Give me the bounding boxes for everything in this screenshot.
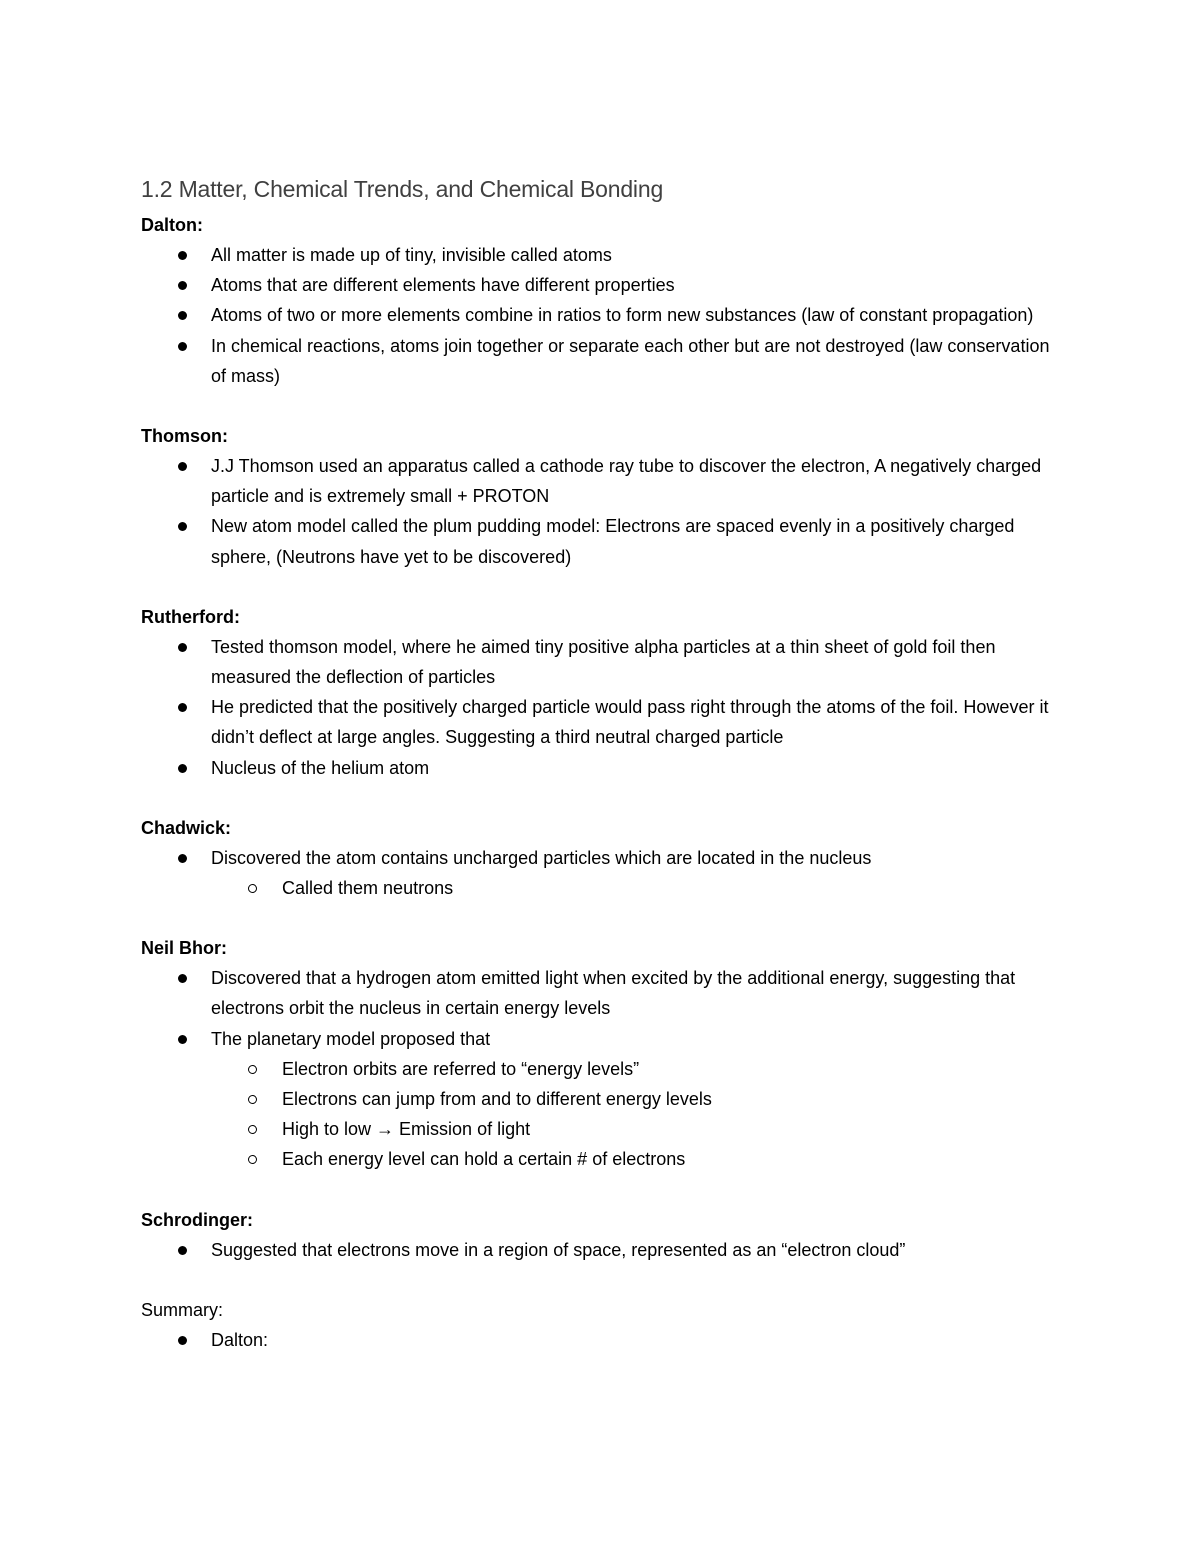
list-item: Discovered that a hydrogen atom emitted light when excited by the additional energy, suggesting that electrons orbit the nucleus in certain energy levels <box>141 963 1051 1023</box>
section-bhor <box>141 933 1080 1174</box>
bullet-icon <box>178 462 187 471</box>
list-item: J.J Thomson used an apparatus called a cathode ray tube to discover the electron, A negatively charged particle and is extremely small + PROTON <box>141 451 1051 511</box>
sub-list-item: Electrons can jump from and to different energy levels <box>141 1084 1051 1114</box>
bullet-icon <box>178 251 187 260</box>
bullet-list <box>141 1325 1080 1355</box>
bullet-icon <box>178 342 187 351</box>
bullet-list <box>141 1235 1080 1265</box>
list-item: In chemical reactions, atoms join together or separate each other but are not destroyed (law conservation of mass) <box>141 331 1051 391</box>
bullet-icon <box>178 974 187 983</box>
bullet-icon <box>178 1336 187 1345</box>
list-item: Tested thomson model, where he aimed tiny positive alpha particles at a thin sheet of gold foil then measured the deflection of particles <box>141 632 1051 692</box>
hollow-bullet-icon <box>248 1065 257 1074</box>
bullet-icon <box>178 311 187 320</box>
sub-list-item: Each energy level can hold a certain # of electrons <box>141 1144 1051 1174</box>
section-heading: Thomson: <box>141 426 228 447</box>
list-item: New atom model called the plum pudding model: Electrons are spaced evenly in a positively charged sphere, (Neutrons have yet to be discovered) <box>141 511 1051 571</box>
bullet-list <box>141 451 1080 572</box>
bullet-list <box>141 632 1080 783</box>
bullet-icon <box>178 643 187 652</box>
bullet-list <box>141 240 1080 391</box>
section-heading: Chadwick: <box>141 817 232 838</box>
bullet-list <box>141 963 1080 1174</box>
list-item: Discovered the atom contains uncharged particles which are located in the nucleus Called them neutrons <box>141 843 1051 903</box>
list-item: Nucleus of the helium atom <box>141 753 1051 783</box>
bullet-list <box>141 843 1080 903</box>
bullet-icon <box>178 854 187 863</box>
section-thomson <box>141 421 1080 572</box>
list-item: Suggested that electrons move in a region of space, represented as an “electron cloud” <box>141 1235 1051 1265</box>
sub-list-item: Called them neutrons <box>141 873 1051 903</box>
section-schrodinger <box>141 1205 1080 1265</box>
sub-list <box>211 1054 1051 1175</box>
sub-list <box>211 873 1051 903</box>
bullet-icon <box>178 522 187 531</box>
section-heading: Summary: <box>141 1299 224 1320</box>
list-item: He predicted that the positively charged particle would pass right through the atoms of the foil. However it didn’t deflect at large angles. Suggesting a third neutral charged particle <box>141 692 1051 752</box>
hollow-bullet-icon <box>248 884 257 893</box>
section-heading: Dalton: <box>141 215 203 235</box>
sub-list-item: Electron orbits are referred to “energy levels” <box>141 1054 1051 1084</box>
section-summary <box>141 1295 1080 1355</box>
list-item: The planetary model proposed that Electron orbits are referred to “energy levels” Electrons can jump from and to different energy levels High to low → Emission of light Each energy level can hold a certain # of electrons <box>141 1024 1051 1175</box>
hollow-bullet-icon <box>248 1155 257 1164</box>
section-heading: Neil Bhor: <box>141 938 228 959</box>
section-dalton <box>141 210 1080 391</box>
bullet-icon <box>178 703 187 712</box>
bullet-icon <box>178 1246 187 1255</box>
section-rutherford <box>141 602 1080 783</box>
section-chadwick <box>141 813 1080 903</box>
list-item: Atoms of two or more elements combine in ratios to form new substances (law of constant propagation) <box>141 300 1051 330</box>
hollow-bullet-icon <box>248 1125 257 1134</box>
section-heading: Schrodinger: <box>141 1209 254 1230</box>
list-item: Atoms that are different elements have different properties <box>141 270 1051 300</box>
list-item: All matter is made up of tiny, invisible called atoms <box>141 240 1051 270</box>
sub-list-item: High to low → Emission of light <box>141 1114 1051 1144</box>
section-heading: Rutherford: <box>141 606 240 627</box>
bullet-icon <box>178 281 187 290</box>
hollow-bullet-icon <box>248 1095 257 1104</box>
bullet-icon <box>178 1035 187 1044</box>
document-title: 1.2 Matter, Chemical Trends, and Chemical Bonding <box>141 176 664 202</box>
bullet-icon <box>178 764 187 773</box>
list-item: Dalton: <box>141 1325 1051 1355</box>
